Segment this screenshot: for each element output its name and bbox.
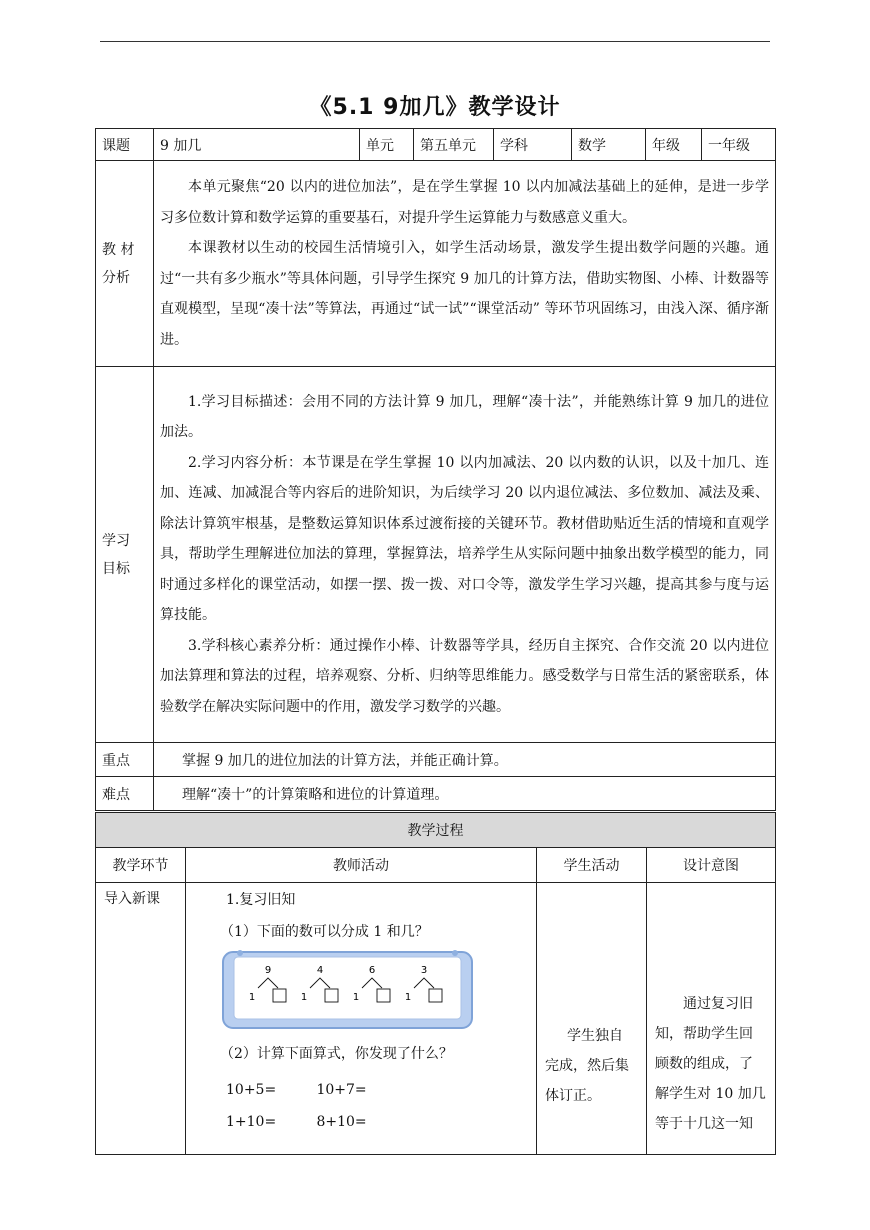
part-number: 1: [300, 992, 308, 1003]
total-number: 6: [368, 965, 376, 976]
teaching-process-table: [95, 812, 776, 1155]
design-line: 通过复习旧: [683, 996, 753, 1012]
process-header: 教学过程: [96, 813, 776, 848]
grade-label: 年级: [646, 129, 702, 161]
part-number: 1: [404, 992, 412, 1003]
design-line: 等于十几这一知: [655, 1116, 753, 1132]
student-line: 完成，然后集: [545, 1058, 629, 1074]
column-student: 学生活动: [537, 848, 647, 883]
course-label: 课题: [96, 129, 154, 161]
column-teacher: 教师活动: [186, 848, 537, 883]
equation: 1+10=: [226, 1114, 277, 1130]
board-pin: [452, 950, 458, 956]
answer-box: [429, 989, 442, 1002]
subject-label: 学科: [494, 129, 572, 161]
goal-paragraph: 3.学科核心素养分析：通过操作小棒、计数器等学具，经历自主探究、合作交流 20 以内进位加法算理和算法的过程，培养观察、分析、归纳等思维能力。感受数学与日常生活的紧密联系，体验数学在解决实际问题中的作用，激发学习数学的兴趣。: [160, 637, 769, 715]
question-2: （2）计算下面算式，你发现了什么？: [220, 1046, 453, 1062]
unit-label: 单元: [360, 129, 414, 161]
stage-name: 导入新课: [104, 891, 160, 907]
equation-row: [186, 1111, 536, 1133]
difficulty-label: 难点: [96, 777, 154, 811]
equation: 8+10=: [316, 1114, 367, 1130]
student-activity: [537, 883, 647, 1155]
goal-paragraph: 1.学习目标描述：会用不同的方法计算 9 加几，理解“凑十法”，并能熟练计算 9 加几的进位加法。: [160, 393, 769, 441]
unit-value: 第五单元: [414, 129, 494, 161]
question-1: （1）下面的数可以分成 1 和几？: [220, 924, 429, 940]
stage-cell: [96, 883, 186, 1155]
course-value: 9 加几: [154, 129, 360, 161]
design-line: 知，帮助学生回: [655, 1026, 753, 1042]
goals-label: 学习 目标: [96, 367, 154, 743]
page-title: 《5.1 9加几》教学设计: [309, 95, 561, 120]
column-stage: 教学环节: [96, 848, 186, 883]
answer-box: [273, 989, 286, 1002]
teacher-activity: [186, 883, 537, 1155]
equation: 10+7=: [316, 1082, 367, 1098]
total-number: 9: [264, 965, 272, 976]
difficulty-text: 理解“凑十”的计算策略和进位的计算道理。: [154, 777, 776, 811]
answer-box: [325, 989, 338, 1002]
subject-value: 数学: [572, 129, 646, 161]
key-point-text: 掌握 9 加几的进位加法的计算方法，并能正确计算。: [154, 743, 776, 777]
design-line: 顾数的组成，了: [655, 1056, 753, 1072]
header-rule: [100, 41, 770, 42]
analysis-paragraph: 本单元聚焦“20 以内的进位加法”，是在学生掌握 10 以内加减法基础上的延伸，是进一步学习多位数计算和数学运算的重要基石，对提升学生运算能力与数感意义重大。: [160, 179, 769, 226]
lesson-info-table: [95, 128, 776, 811]
key-point-label: 重点: [96, 743, 154, 777]
review-heading: 1.复习旧知: [226, 892, 296, 908]
decomposition-figure: [220, 949, 475, 1031]
number-decomposition-board: [186, 949, 536, 1035]
total-number: 3: [420, 965, 428, 976]
column-design: 设计意图: [647, 848, 776, 883]
design-line: 解学生对 10 加几: [655, 1086, 766, 1102]
analysis-label: 教 材 分析: [96, 161, 154, 367]
total-number: 4: [316, 965, 324, 976]
board-pin: [237, 950, 243, 956]
analysis-paragraph: 本课教材以生动的校园生活情境引入，如学生活动场景，激发学生提出数学问题的兴趣。通过“一共有多少瓶水”等具体问题，引导学生探究 9 加几的计算方法，借助实物图、小棒、计数器等直观模型，呈现“凑十法”等算法，再通过“试一试”“课堂活动” 等环节巩固练习，由浅入深、循序渐进。: [160, 240, 769, 348]
part-number: 1: [352, 992, 360, 1003]
student-line: 学生独自: [567, 1028, 623, 1044]
grade-value: 一年级: [702, 129, 776, 161]
equation: 10+5=: [226, 1082, 277, 1098]
answer-box: [377, 989, 390, 1002]
goal-paragraph: 2.学习内容分析：本节课是在学生掌握 10 以内加减法、20 以内数的认识，以及十加几、连加、连减、加减混合等内容后的进阶知识，为后续学习 20 以内退位减法、多位数加、减法及乘、除法计算筑牢根基，是整数运算知识体系过渡衔接的关键环节。教材借助贴近生活的情境和直观学具，帮助学生理解进位加法的算理，掌握算法，培养学生从实际问题中抽象出数学模型的能力，同时通过多样化的课堂活动，如摆一摆、拨一拨、对口令等，激发学生学习兴趣，提高其参与度与运算技能。: [160, 454, 769, 624]
goals-content: [154, 367, 776, 743]
design-intent: [647, 883, 776, 1155]
analysis-content: [154, 161, 776, 367]
equation-row: [186, 1079, 536, 1101]
student-line: 体订正。: [545, 1088, 601, 1104]
part-number: 1: [248, 992, 256, 1003]
